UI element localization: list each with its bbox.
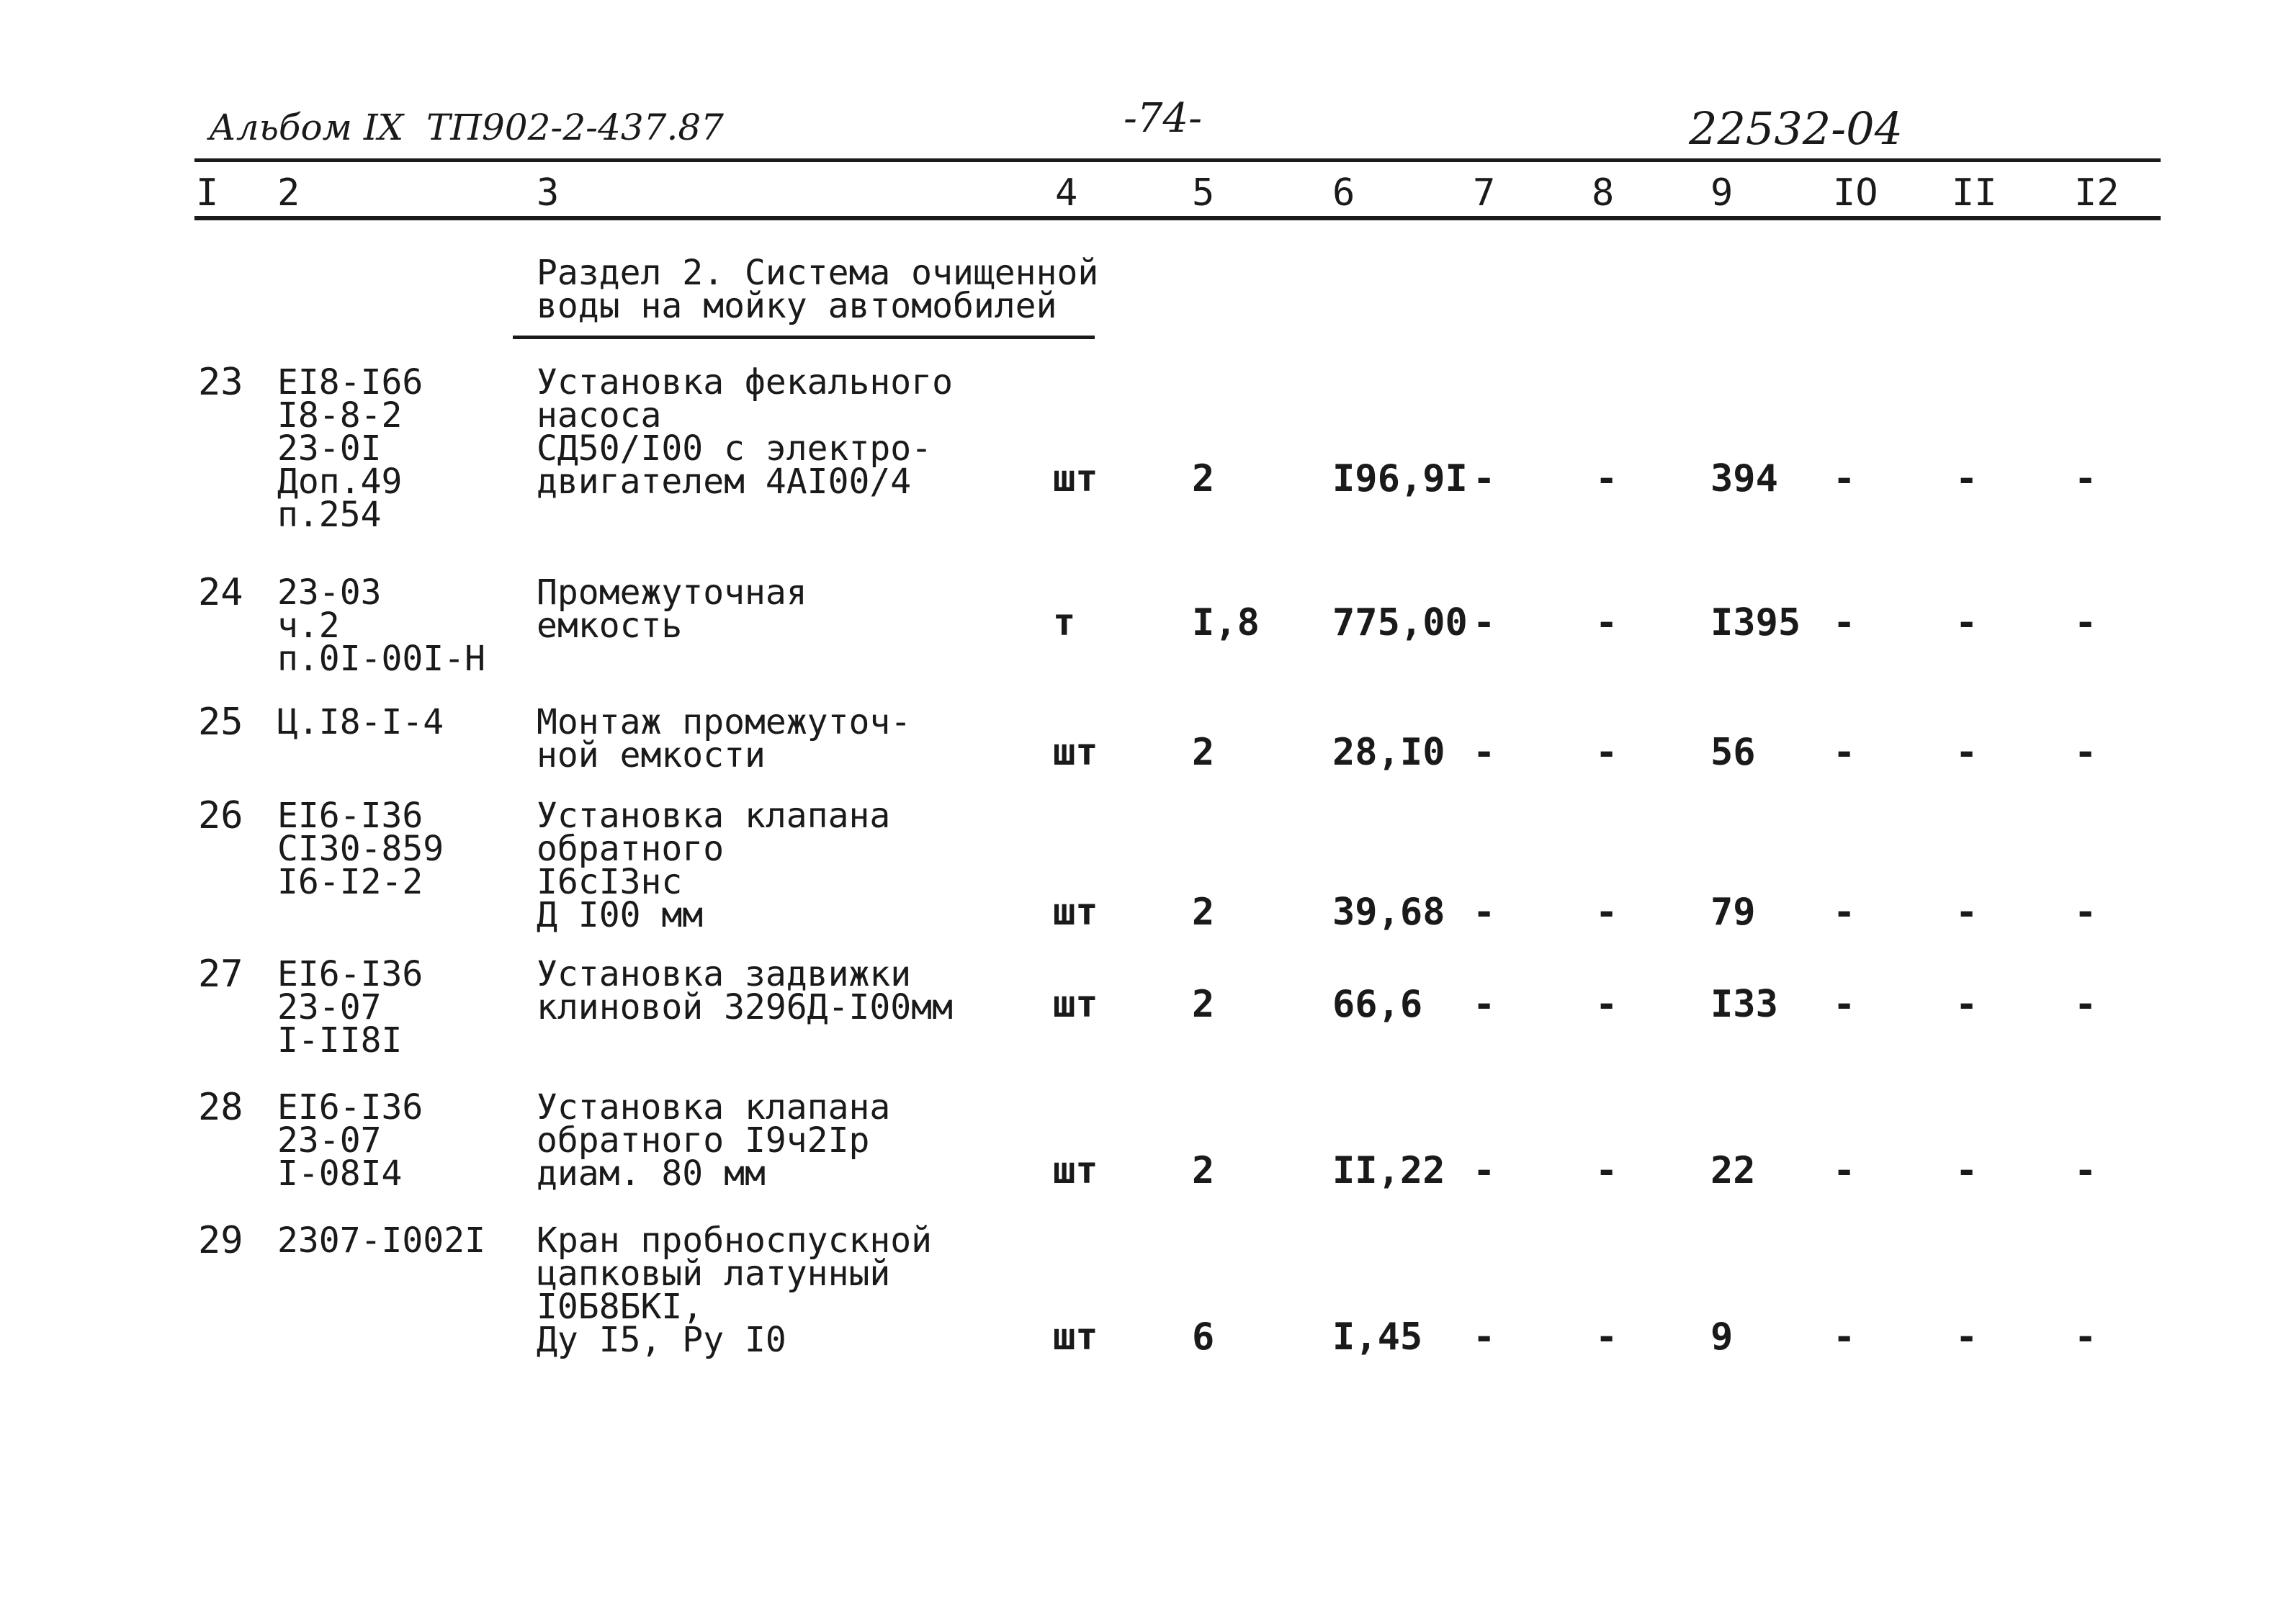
norm-code-line: 23-0I	[277, 428, 382, 469]
description-cell	[537, 572, 807, 646]
description-cell	[537, 954, 953, 1027]
total-cell: 9	[1710, 1315, 1734, 1359]
unit-cell: шт	[1053, 457, 1098, 500]
col7-cell: -	[1473, 1315, 1496, 1359]
col8-cell: -	[1595, 731, 1618, 774]
col11-cell: -	[1955, 983, 1978, 1026]
norm-code-cell	[277, 572, 485, 679]
col12-cell: -	[2074, 1149, 2097, 1192]
norm-code-line: Ц.I8-I-4	[277, 702, 444, 742]
unit-price-cell: II,22	[1332, 1149, 1445, 1192]
col10-cell: -	[1833, 1149, 1856, 1192]
col10-cell: -	[1833, 457, 1856, 500]
col10-cell: -	[1833, 1315, 1856, 1359]
description-line: I0Б8БКI,	[537, 1287, 704, 1327]
col7-cell: -	[1473, 601, 1496, 644]
norm-code-cell	[277, 954, 423, 1061]
quantity-cell: 2	[1192, 1149, 1215, 1192]
row-number: 27	[198, 953, 243, 996]
col7-cell: -	[1473, 1149, 1496, 1192]
row-number: 29	[198, 1219, 243, 1262]
unit-cell: шт	[1053, 891, 1098, 934]
col8-cell: -	[1595, 601, 1618, 644]
description-cell	[537, 702, 912, 775]
norm-code-line: ч.2	[277, 606, 340, 646]
quantity-cell: 2	[1192, 891, 1215, 934]
project-code: ТП902-2-437.87	[426, 107, 724, 148]
col11-cell: -	[1955, 601, 1978, 644]
norm-code-cell	[277, 362, 423, 535]
norm-code-line: Доп.49	[277, 462, 403, 502]
description-line: Установка задвижки	[537, 954, 912, 994]
unit-price-cell: 28,I0	[1332, 731, 1445, 774]
description-line: обратного	[537, 829, 725, 869]
col8-cell: -	[1595, 1315, 1618, 1359]
unit-cell: шт	[1053, 983, 1098, 1026]
norm-code-line: EI6-I36	[277, 796, 423, 836]
description-line: обратного I9ч2Iр	[537, 1120, 870, 1161]
unit-cell: шт	[1053, 731, 1098, 774]
quantity-cell: 2	[1192, 983, 1215, 1026]
column-number-7: 7	[1473, 171, 1496, 215]
norm-code-line: I-II8I	[277, 1020, 403, 1061]
description-cell	[537, 1087, 891, 1194]
col8-cell: -	[1595, 1149, 1618, 1192]
col12-cell: -	[2074, 457, 2097, 500]
description-line: диам. 80 мм	[537, 1153, 766, 1194]
col11-cell: -	[1955, 457, 1978, 500]
description-cell	[537, 796, 891, 935]
page-number: -74-	[1124, 95, 1203, 142]
description-line: Промежуточная	[537, 572, 807, 613]
col10-cell: -	[1833, 891, 1856, 934]
col12-cell: -	[2074, 891, 2097, 934]
description-line: ной емкости	[537, 735, 766, 775]
description-line: Установка клапана	[537, 796, 891, 836]
quantity-cell: 6	[1192, 1315, 1215, 1359]
norm-code-cell	[277, 1087, 423, 1194]
header-rule-bottom	[194, 216, 2161, 220]
section-underline	[513, 336, 1095, 339]
total-cell: 394	[1710, 457, 1778, 500]
album-label	[209, 107, 724, 148]
total-cell: I33	[1710, 983, 1778, 1026]
col11-cell: -	[1955, 1315, 1978, 1359]
column-number-4: 4	[1055, 171, 1078, 215]
unit-price-cell: 66,6	[1332, 983, 1423, 1026]
quantity-cell: 2	[1192, 457, 1215, 500]
section-title-line-2: воды на мойку автомобилей	[537, 286, 1057, 326]
description-line: Установка клапана	[537, 1087, 891, 1128]
column-number-9: 9	[1710, 171, 1734, 215]
description-cell	[537, 362, 953, 502]
col10-cell: -	[1833, 601, 1856, 644]
description-line: Д I00 мм	[537, 895, 704, 935]
norm-code-line: I-08I4	[277, 1153, 403, 1194]
col8-cell: -	[1595, 891, 1618, 934]
norm-code-line: EI6-I36	[277, 1087, 423, 1128]
column-number-10: IO	[1833, 171, 1878, 215]
norm-code-line: I6-I2-2	[277, 862, 423, 902]
quantity-cell: 2	[1192, 731, 1215, 774]
unit-price-cell: I96,9I	[1332, 457, 1468, 500]
document-code: 22532-04	[1689, 102, 1903, 155]
unit-cell: т	[1053, 601, 1076, 644]
column-number-6: 6	[1332, 171, 1355, 215]
norm-code-line: 23-07	[277, 1120, 382, 1161]
description-line: емкость	[537, 606, 683, 646]
norm-code-line: 23-03	[277, 572, 382, 613]
description-line: двигателем 4АI00/4	[537, 462, 912, 502]
col12-cell: -	[2074, 1315, 2097, 1359]
quantity-cell: I,8	[1192, 601, 1260, 644]
total-cell: 79	[1710, 891, 1756, 934]
col12-cell: -	[2074, 601, 2097, 644]
row-number: 26	[198, 794, 243, 837]
col7-cell: -	[1473, 983, 1496, 1026]
norm-code-cell	[277, 796, 444, 902]
description-line: Монтаж промежуточ-	[537, 702, 912, 742]
column-number-3: 3	[537, 171, 560, 215]
norm-code-line: 23-07	[277, 987, 382, 1027]
col7-cell: -	[1473, 731, 1496, 774]
column-number-11: II	[1952, 171, 1997, 215]
column-number-8: 8	[1592, 171, 1615, 215]
column-number-5: 5	[1192, 171, 1215, 215]
unit-cell: шт	[1053, 1149, 1098, 1192]
row-number: 28	[198, 1086, 243, 1129]
unit-price-cell: 775,00	[1332, 601, 1468, 644]
row-number: 24	[198, 571, 243, 614]
column-number-1: I	[196, 171, 219, 215]
column-number-2: 2	[277, 171, 300, 215]
total-cell: 56	[1710, 731, 1756, 774]
col11-cell: -	[1955, 731, 1978, 774]
description-line: цапковый латунный	[537, 1254, 891, 1294]
norm-code-line: EI6-I36	[277, 954, 423, 994]
norm-code-cell	[277, 702, 444, 742]
description-line: Установка фекального	[537, 362, 953, 402]
norm-code-line: I8-8-2	[277, 395, 403, 436]
col8-cell: -	[1595, 983, 1618, 1026]
col10-cell: -	[1833, 731, 1856, 774]
col12-cell: -	[2074, 983, 2097, 1026]
col11-cell: -	[1955, 891, 1978, 934]
col7-cell: -	[1473, 457, 1496, 500]
total-cell: I395	[1710, 601, 1801, 644]
norm-code-line: п.254	[277, 495, 382, 535]
column-number-12: I2	[2074, 171, 2120, 215]
description-line: Кран пробноспускной	[537, 1220, 933, 1261]
description-cell	[537, 1220, 933, 1360]
album-name: Альбом IX	[209, 107, 404, 148]
norm-code-line: CI30-859	[277, 829, 444, 869]
unit-cell: шт	[1053, 1315, 1098, 1359]
total-cell: 22	[1710, 1149, 1756, 1192]
col7-cell: -	[1473, 891, 1496, 934]
section-title	[537, 253, 1099, 326]
description-line: насоса	[537, 395, 662, 436]
unit-price-cell: 39,68	[1332, 891, 1445, 934]
row-number: 23	[198, 361, 243, 404]
unit-price-cell: I,45	[1332, 1315, 1423, 1359]
header-rule-top	[194, 158, 2161, 162]
norm-code-line: 2307-I002I	[277, 1220, 485, 1261]
description-line: клиновой З296Д-I00мм	[537, 987, 953, 1027]
description-line: Ду I5, Ру I0	[537, 1320, 786, 1360]
col12-cell: -	[2074, 731, 2097, 774]
norm-code-line: EI8-I66	[277, 362, 423, 402]
col10-cell: -	[1833, 983, 1856, 1026]
col8-cell: -	[1595, 457, 1618, 500]
col11-cell: -	[1955, 1149, 1978, 1192]
norm-code-cell	[277, 1220, 485, 1261]
row-number: 25	[198, 701, 243, 744]
description-line: I6cI3нс	[537, 862, 683, 902]
description-line: СД50/I00 с электро-	[537, 428, 933, 469]
norm-code-line: п.0I-00I-Н	[277, 639, 485, 679]
section-title-line-1: Раздел 2. Система очищенной	[537, 253, 1099, 293]
